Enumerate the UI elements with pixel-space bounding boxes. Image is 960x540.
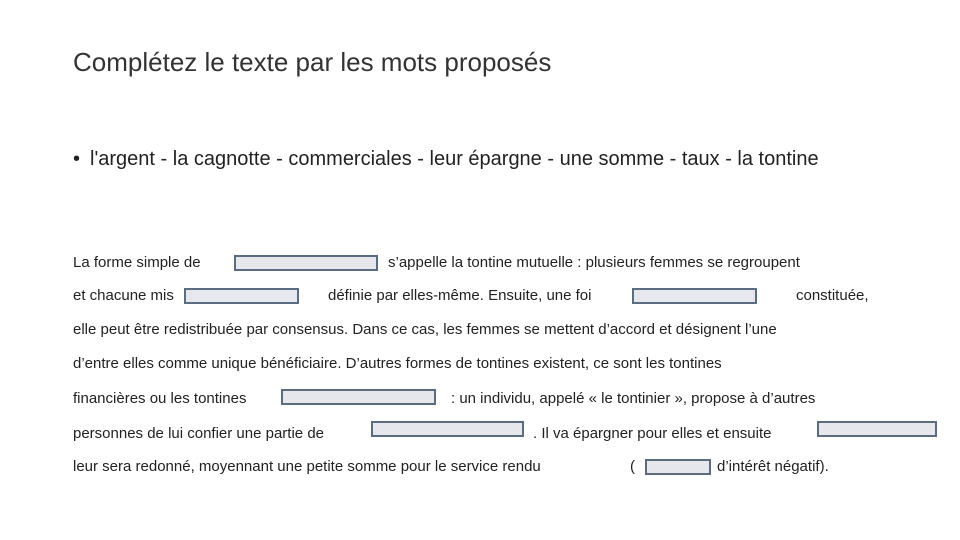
blank-input-6[interactable] bbox=[817, 421, 937, 437]
line-4-text: d’entre elles comme unique bénéficiaire. D’autres formes de tontines existent, ce sont les tontines bbox=[73, 355, 722, 372]
blank-input-2[interactable] bbox=[184, 288, 299, 304]
line-5-text-a: financières ou les tontines bbox=[73, 390, 247, 407]
bullet-icon: • bbox=[73, 148, 81, 170]
blank-input-3[interactable] bbox=[632, 288, 757, 304]
blank-input-7[interactable] bbox=[645, 459, 711, 475]
line-1-text-a: La forme simple de bbox=[73, 254, 201, 271]
line-7-text-b: ( bbox=[630, 458, 635, 475]
word-bank bbox=[73, 146, 903, 172]
line-5-text-b: : un individu, appelé « le tontinier », propose à d’autres bbox=[451, 390, 816, 407]
line-2-text-c: constituée, bbox=[796, 287, 869, 304]
line-6-text-b: . Il va épargner pour elles et ensuite bbox=[533, 425, 772, 442]
line-2-text-b: définie par elles-même. Ensuite, une foi bbox=[328, 287, 592, 304]
blank-input-4[interactable] bbox=[281, 389, 436, 405]
blank-input-1[interactable] bbox=[234, 255, 378, 271]
slide-title: Complétez le texte par les mots proposés bbox=[73, 47, 552, 77]
line-3-text: elle peut être redistribuée par consensus. Dans ce cas, les femmes se mettent d’accord et désignent l’une bbox=[73, 321, 777, 338]
blank-input-5[interactable] bbox=[371, 421, 524, 437]
word-bank-text: l'argent - la cagnotte - commerciales - leur épargne - une somme - taux - la tontine bbox=[90, 148, 819, 170]
line-7-text-c: d’intérêt négatif). bbox=[717, 458, 829, 475]
line-2-text-a: et chacune mis bbox=[73, 287, 174, 304]
line-7-text-a: leur sera redonné, moyennant une petite somme pour le service rendu bbox=[73, 458, 541, 475]
line-1-text-b: s’appelle la tontine mutuelle : plusieurs femmes se regroupent bbox=[388, 254, 800, 271]
line-6-text-a: personnes de lui confier une partie de bbox=[73, 425, 325, 442]
